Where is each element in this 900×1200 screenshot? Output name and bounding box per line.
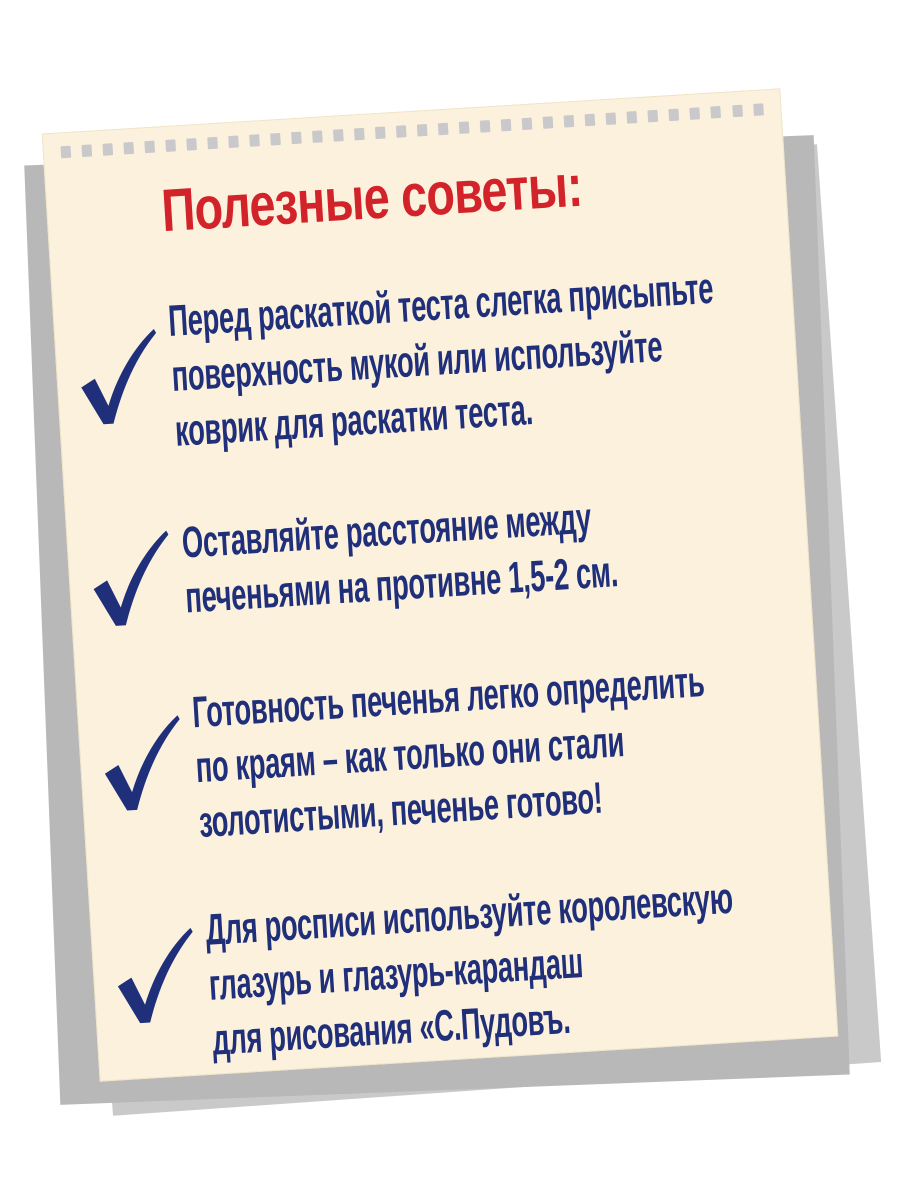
checkmark-icon bbox=[110, 924, 198, 1029]
tip-item bbox=[72, 256, 791, 456]
checkmark-icon bbox=[74, 325, 162, 430]
binding-hole bbox=[459, 121, 470, 134]
binding-hole bbox=[606, 112, 617, 125]
binding-hole bbox=[501, 119, 512, 132]
binding-hole bbox=[522, 118, 533, 131]
binding-hole bbox=[228, 135, 239, 148]
tip-item bbox=[96, 647, 815, 848]
binding-hole bbox=[375, 126, 386, 139]
checkmark-icon bbox=[97, 711, 185, 816]
notepad-sheet bbox=[42, 88, 839, 1081]
tip-text: Перед раскаткой теста слегка присыпьте поверхность мукой или используйте коврик для раскатки теста. bbox=[166, 263, 715, 456]
binding-hole bbox=[207, 137, 218, 150]
binding-hole bbox=[354, 128, 365, 141]
binding-hole bbox=[417, 124, 428, 137]
binding-hole bbox=[480, 120, 491, 133]
tip-item bbox=[109, 865, 828, 1065]
binding-hole bbox=[186, 138, 197, 151]
tip-item bbox=[85, 478, 804, 623]
tip-text: Готовность печенья легко определить по краям – как только они стали золотистыми, печенье готово! bbox=[190, 657, 706, 848]
tip-text: Оставляйте расстояние между печеньями на противне 1,5-2 см. bbox=[180, 493, 620, 623]
binding-hole bbox=[396, 125, 407, 138]
binding-hole bbox=[61, 146, 72, 159]
binding-hole bbox=[270, 133, 281, 146]
binding-hole bbox=[585, 114, 596, 127]
tip-text: Для росписи используйте королевскую глазурь и глазурь-карандаш для рисования «С.Пудовъ. bbox=[204, 873, 735, 1065]
binding-hole bbox=[543, 116, 554, 129]
binding-hole bbox=[312, 130, 323, 143]
binding-hole bbox=[123, 142, 134, 155]
page-title: Полезные советы: bbox=[159, 151, 584, 245]
binding-hole bbox=[102, 143, 113, 156]
binding-hole bbox=[648, 110, 659, 123]
binding-hole bbox=[711, 106, 722, 119]
binding-hole bbox=[249, 134, 260, 147]
binding-hole bbox=[690, 107, 701, 120]
binding-hole bbox=[81, 144, 92, 157]
binding-hole bbox=[291, 132, 302, 145]
binding-hole bbox=[333, 129, 344, 142]
binding-hole bbox=[144, 141, 155, 154]
checkmark-icon bbox=[86, 527, 174, 632]
binding-hole bbox=[732, 105, 743, 118]
binding-hole bbox=[627, 111, 638, 124]
binding-hole bbox=[438, 123, 449, 136]
binding-holes bbox=[61, 103, 765, 162]
binding-hole bbox=[564, 115, 575, 128]
binding-hole bbox=[165, 139, 176, 152]
binding-hole bbox=[669, 109, 680, 122]
binding-hole bbox=[753, 103, 764, 116]
